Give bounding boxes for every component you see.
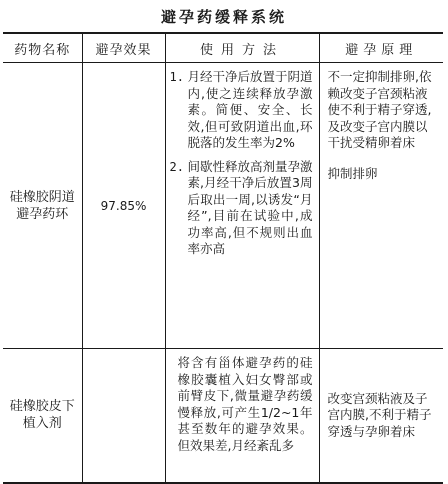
method-text: 月经干净后放置于阴道内,使之连续释放孕激素。简便、安全、长效,但可致阴道出血,环脱落的发生率为2%: [187, 69, 313, 150]
header-row: [3, 33, 443, 63]
principle-cell: [319, 349, 443, 483]
method-number: 2.: [169, 159, 184, 174]
effect-cell: [82, 349, 165, 483]
table-row: [3, 349, 443, 483]
method-item: [170, 69, 313, 152]
principle-text: 抑制排卵: [327, 165, 378, 181]
principle-text: 改变宫颈粘液及子宫内膜,不利于精子穿透与孕卵着床: [327, 390, 432, 439]
header-method: 使用方法: [165, 33, 319, 63]
table-row: [3, 63, 443, 349]
drug-name-cell: 硅橡胶阴道避孕药环: [3, 63, 82, 349]
method-text: 将含有甾体避孕药的硅橡胶囊植入妇女臀部或前臂皮下,微量避孕药缓慢释放,可产生1/2~1年甚至数年的避孕效果。但效果差,月经紊乱多: [177, 355, 313, 453]
principle-cell: [319, 63, 443, 349]
contraceptive-table: [3, 32, 443, 484]
principle-text: 不一定抑制排卵,依赖改变子宫颈粘液使不利于精子穿透,及改变子宫内膜以干扰受精卵着床: [327, 69, 432, 150]
header-effect: 避孕效果: [82, 33, 165, 63]
header-principle: 避孕原理: [319, 33, 443, 63]
method-number: 1.: [169, 70, 184, 84]
header-drug-name: 药物名称: [3, 33, 82, 63]
method-cell: [165, 349, 319, 483]
drug-name-cell: 硅橡胶皮下植入剂: [3, 349, 82, 483]
method-text: 间歇性释放高剂量孕激素,月经干净后放置3周后取出一周,以诱发“月经”,目前在试验中,成功率高,但不规则出血率亦高: [187, 158, 313, 256]
effect-cell: 97.85%: [82, 63, 165, 349]
method-item: [170, 159, 313, 258]
page-title: 避孕药缓释系统: [160, 8, 287, 26]
method-cell: [165, 63, 319, 349]
